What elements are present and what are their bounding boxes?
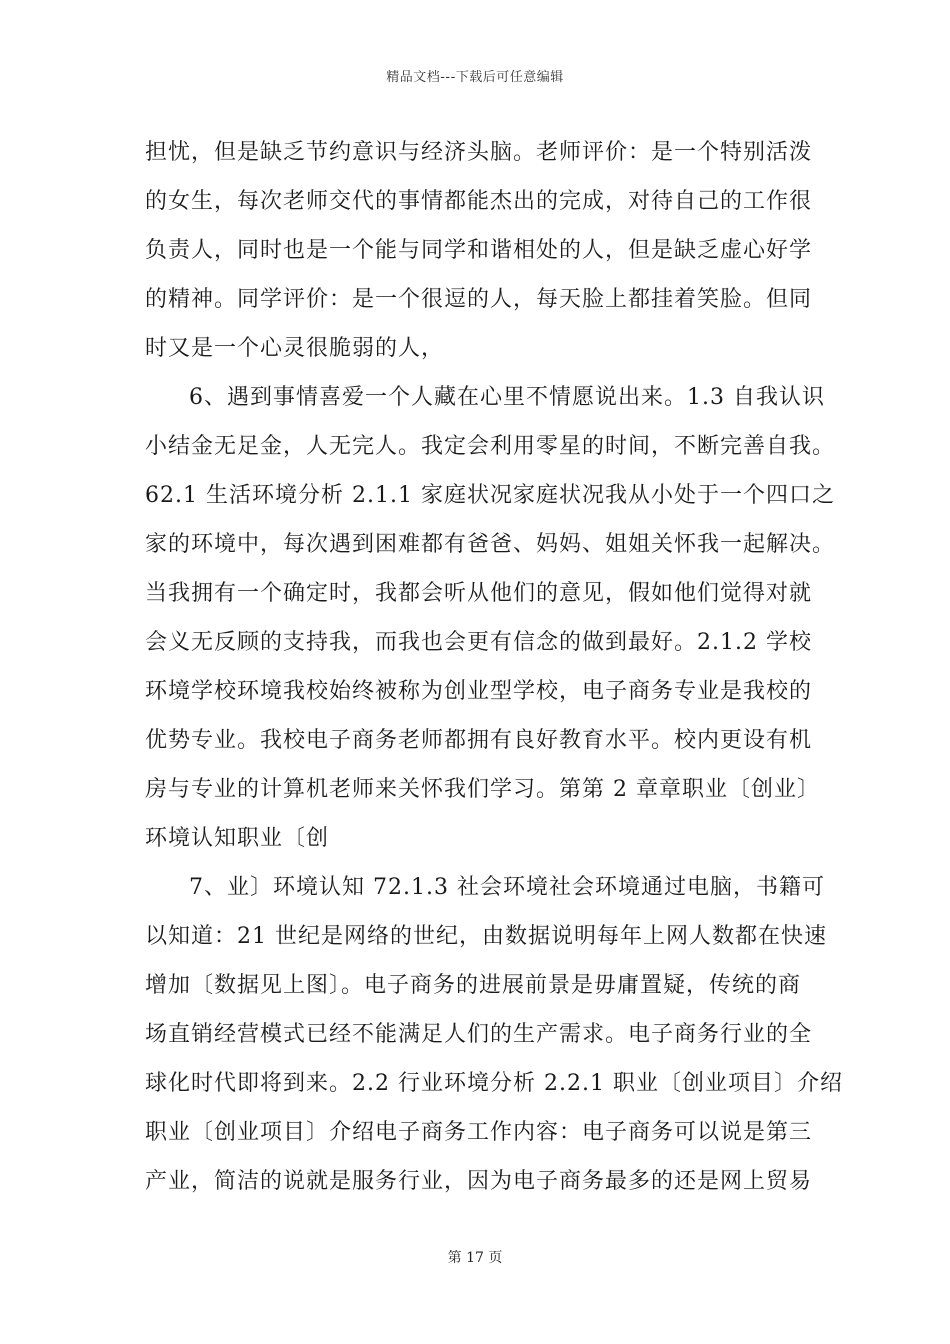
text-line: 职业〔创业项目〕介绍电子商务工作内容：电子商务可以说是第三 [145, 1120, 813, 1145]
text-line: 球化时代即将到来。2.2 行业环境分析 2.2.1 职业〔创业项目〕介绍 [145, 1071, 843, 1096]
text-line: 的女生，每次老师交代的事情都能杰出的完成，对待自己的工作很 [145, 189, 813, 214]
page-header [0, 66, 950, 85]
paragraph-start-line: 6、遇到事情喜爱一个人藏在心里不情愿说出来。1.3 自我认识 [189, 385, 825, 410]
text-line: 环境认知职业〔创 [145, 826, 330, 851]
text-line: 担忧，但是缺乏节约意识与经济头脑。老师评价：是一个特别活泼 [145, 140, 813, 165]
text-line: 小结金无足金，人无完人。我定会利用零星的时间，不断完善自我。 [145, 434, 836, 459]
text-line: 负责人，同时也是一个能与同学和谐相处的人，但是缺乏虚心好学 [145, 238, 813, 263]
text-line: 产业，简洁的说就是服务行业，因为电子商务最多的还是网上贸易 [145, 1169, 813, 1194]
text-line: 优势专业。我校电子商务老师都拥有良好教育水平。校内更设有机 [145, 728, 813, 753]
text-line: 62.1 生活环境分析 2.1.1 家庭状况家庭状况我从小处于一个四口之 [145, 483, 835, 508]
text-line: 家的环境中，每次遇到困难都有爸爸、妈妈、姐姐关怀我一起解决。 [145, 532, 836, 557]
page-footer [0, 1247, 950, 1267]
header-text: 精品文档---下载后可任意编辑 [386, 70, 564, 85]
text-line: 环境学校环境我校始终被称为创业型学校，电子商务专业是我校的 [145, 679, 813, 704]
text-line: 增加〔数据见上图〕。电子商务的进展前景是毋庸置疑，传统的商 [145, 973, 802, 998]
text-line: 的精神。同学评价：是一个很逗的人，每天脸上都挂着笑脸。但同 [145, 287, 813, 312]
page-number-prefix: 第 [447, 1250, 462, 1266]
page-number: 17 [466, 1250, 484, 1266]
text-line: 场直销经营模式已经不能满足人们的生产需求。电子商务行业的全 [145, 1022, 813, 1047]
document-body [145, 128, 843, 1206]
page-number-suffix: 页 [488, 1250, 503, 1266]
text-line: 房与专业的计算机老师来关怀我们学习。第第 2 章章职业〔创业〕 [145, 777, 820, 802]
paragraph-start-line: 7、业〕环境认知 72.1.3 社会环境社会环境通过电脑，书籍可 [189, 875, 825, 900]
text-line: 时又是一个心灵很脆弱的人， [145, 336, 445, 361]
text-line: 当我拥有一个确定时，我都会听从他们的意见，假如他们觉得对就 [145, 581, 813, 606]
text-line: 以知道：21 世纪是网络的世纪，由数据说明每年上网人数都在快速 [145, 924, 827, 949]
text-line: 会义无反顾的支持我，而我也会更有信念的做到最好。2.1.2 学校 [145, 630, 812, 655]
